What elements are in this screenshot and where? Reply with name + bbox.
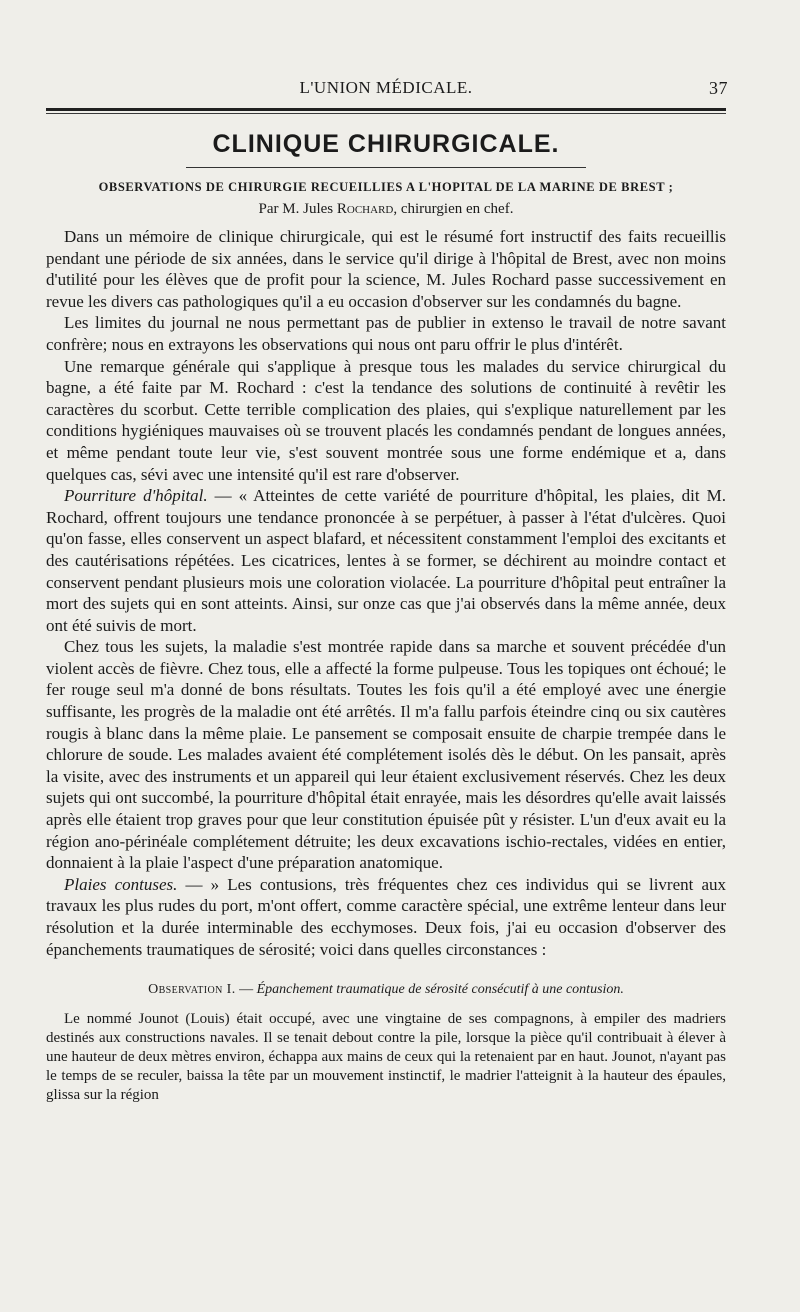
observation-paragraph: Le nommé Jounot (Louis) était occupé, avec une vingtaine de ses compagnons, à empiler des madriers destinés aux constructions navales. Il se tenait debout contre la pile, lorsque la pièce qu'il contribuait à élever à une hauteur de deux mètres environ, échappa aux mains de ceux qui la retenaient par en haut. Jounot, n'ayant pas le temps de se reculer, baissa la tête par un mouvement instinctif, le madrier l'atteignit à la hauteur des épaules, glissa sur la région [46, 1011, 726, 1104]
observation-title: Épanchement traumatique de sérosité consécutif à une contusion. [256, 982, 624, 998]
article-body [46, 226, 726, 960]
paragraph [46, 636, 726, 874]
running-header [46, 74, 726, 104]
paragraph [46, 312, 726, 355]
header-rule-thin [46, 113, 726, 114]
byline [46, 201, 726, 218]
running-title: L'UNION MÉDICALE. [299, 78, 473, 97]
byline-author: Rochard [336, 201, 394, 217]
observation-label: Observation I. [148, 982, 236, 998]
paragraph [46, 485, 726, 636]
paragraph [46, 356, 726, 486]
page-number: 37 [709, 78, 728, 98]
paragraph [46, 874, 726, 960]
section-rule [186, 167, 586, 168]
paragraph-text: — « Atteintes de cette variété de pourriture d'hôpital, les plaies, dit M. Rochard, offrent toujours une tendance prononcée à se perpétuer, à passer à l'état d'ulcères. Quoi qu'on fasse, elles conservent un aspect blafard, et nécessitent constamment l'emploi des excitants et des cautérisations répétées. Les cicatrices, lentes à se former, se déchirent au moindre contact et conservent pendant plusieurs mois une coloration violacée. La pourriture d'hôpital peut entraîner la mort des sujets qui en sont atteints. Ainsi, sur onze cas que j'ai observés dans la même année, deux ont été suivis de mort. [46, 486, 726, 635]
observation-body [46, 1010, 726, 1105]
paragraph-lead: Plaies contuses. [64, 874, 178, 894]
section-title: CLINIQUE CHIRURGICALE. [212, 130, 560, 158]
byline-suffix: , chirurgien en chef. [393, 201, 514, 217]
paragraph-lead: Pourriture d'hôpital. [64, 486, 208, 506]
paragraph [46, 226, 726, 312]
paragraph-text: Dans un mémoire de clinique chirurgicale, qui est le résumé fort instructif des faits recueillis pendant une période de six années, dans le service qu'il dirige à l'hôpital de Brest, avec non moins d'utilité pour les élèves que de profit pour la science, M. Jules Rochard passe successivement en revue les divers cas pathologiques qu'il a eu occasion d'observer sur les condamnés du bagne. [46, 227, 726, 311]
byline-prefix: Par M. Jules [258, 201, 337, 217]
observation-heading [46, 982, 726, 998]
article-subtitle: OBSERVATIONS DE CHIRURGIE RECUEILLIES A L'HOPITAL DE LA MARINE DE BREST ; [98, 180, 674, 194]
header-rule [46, 108, 726, 111]
paragraph-text: Les limites du journal ne nous permettant pas de publier in extenso le travail de notre savant confrère; nous en extrayons les observations qui nous ont paru offrir le plus d'intérêt. [46, 313, 726, 354]
paragraph-text: — » Les contusions, très fréquentes chez ces individus qui se livrent aux travaux les plus rudes du port, m'ont offert, comme caractère spécial, une extrême lenteur dans leur résolution et la durée interminable des ecchymoses. Deux fois, j'ai eu occasion d'observer des épanchements traumatiques de sérosité; voici dans quelles circonstances : [46, 874, 726, 959]
paragraph-text: Une remarque générale qui s'applique à presque tous les malades du service chirurgical du bagne, a été faite par M. Rochard : c'est la tendance des solutions de continuité à revêtir les caractères du scorbut. Cette terrible complication des plaies, qui s'explique naturellement par les conditions hygiéniques mauvaises où se trouvent placés les condamnés pendant de longues années, et même pendant toute leur vie, s'est souvent montrée sous une forme endémique et a, dans quelques cas, sévi avec une intensité qu'il est rare d'observer. [46, 356, 726, 484]
paragraph-text: Chez tous les sujets, la maladie s'est montrée rapide dans sa marche et souvent précédée d'un violent accès de fièvre. Chez tous, elle a affecté la forme pulpeuse. Tous les topiques ont échoué; le fer rouge seul m'a donné de bons résultats. Toutes les fois qu'il a été employé avec une énergie suffisante, les progrès de la maladie ont été arrêtés. Il m'a fallu parfois éteindre cinq ou six cautères rougis à blanc dans la même plaie. Le pansement se composait ensuite de charpie trempée dans le chlorure de soude. Les malades avaient été complétement isolés dès le début. On les pansait, après la visite, avec des instruments et un appareil qui leur étaient exclusivement réservés. Chez les deux sujets qui ont succombé, la pourriture d'hôpital était enrayée, mais les désordres qu'elle avait laissés après elle étaient trop graves pour que leur constitution épuisée pût y résister. L'un d'eux avait eu la région ano-périnéale complétement détruite; les deux excavations ischio-rectales, vidées en entier, donnaient à la plaie l'aspect d'une préparation anatomique. [46, 637, 726, 873]
observation-dash: — [235, 982, 257, 998]
